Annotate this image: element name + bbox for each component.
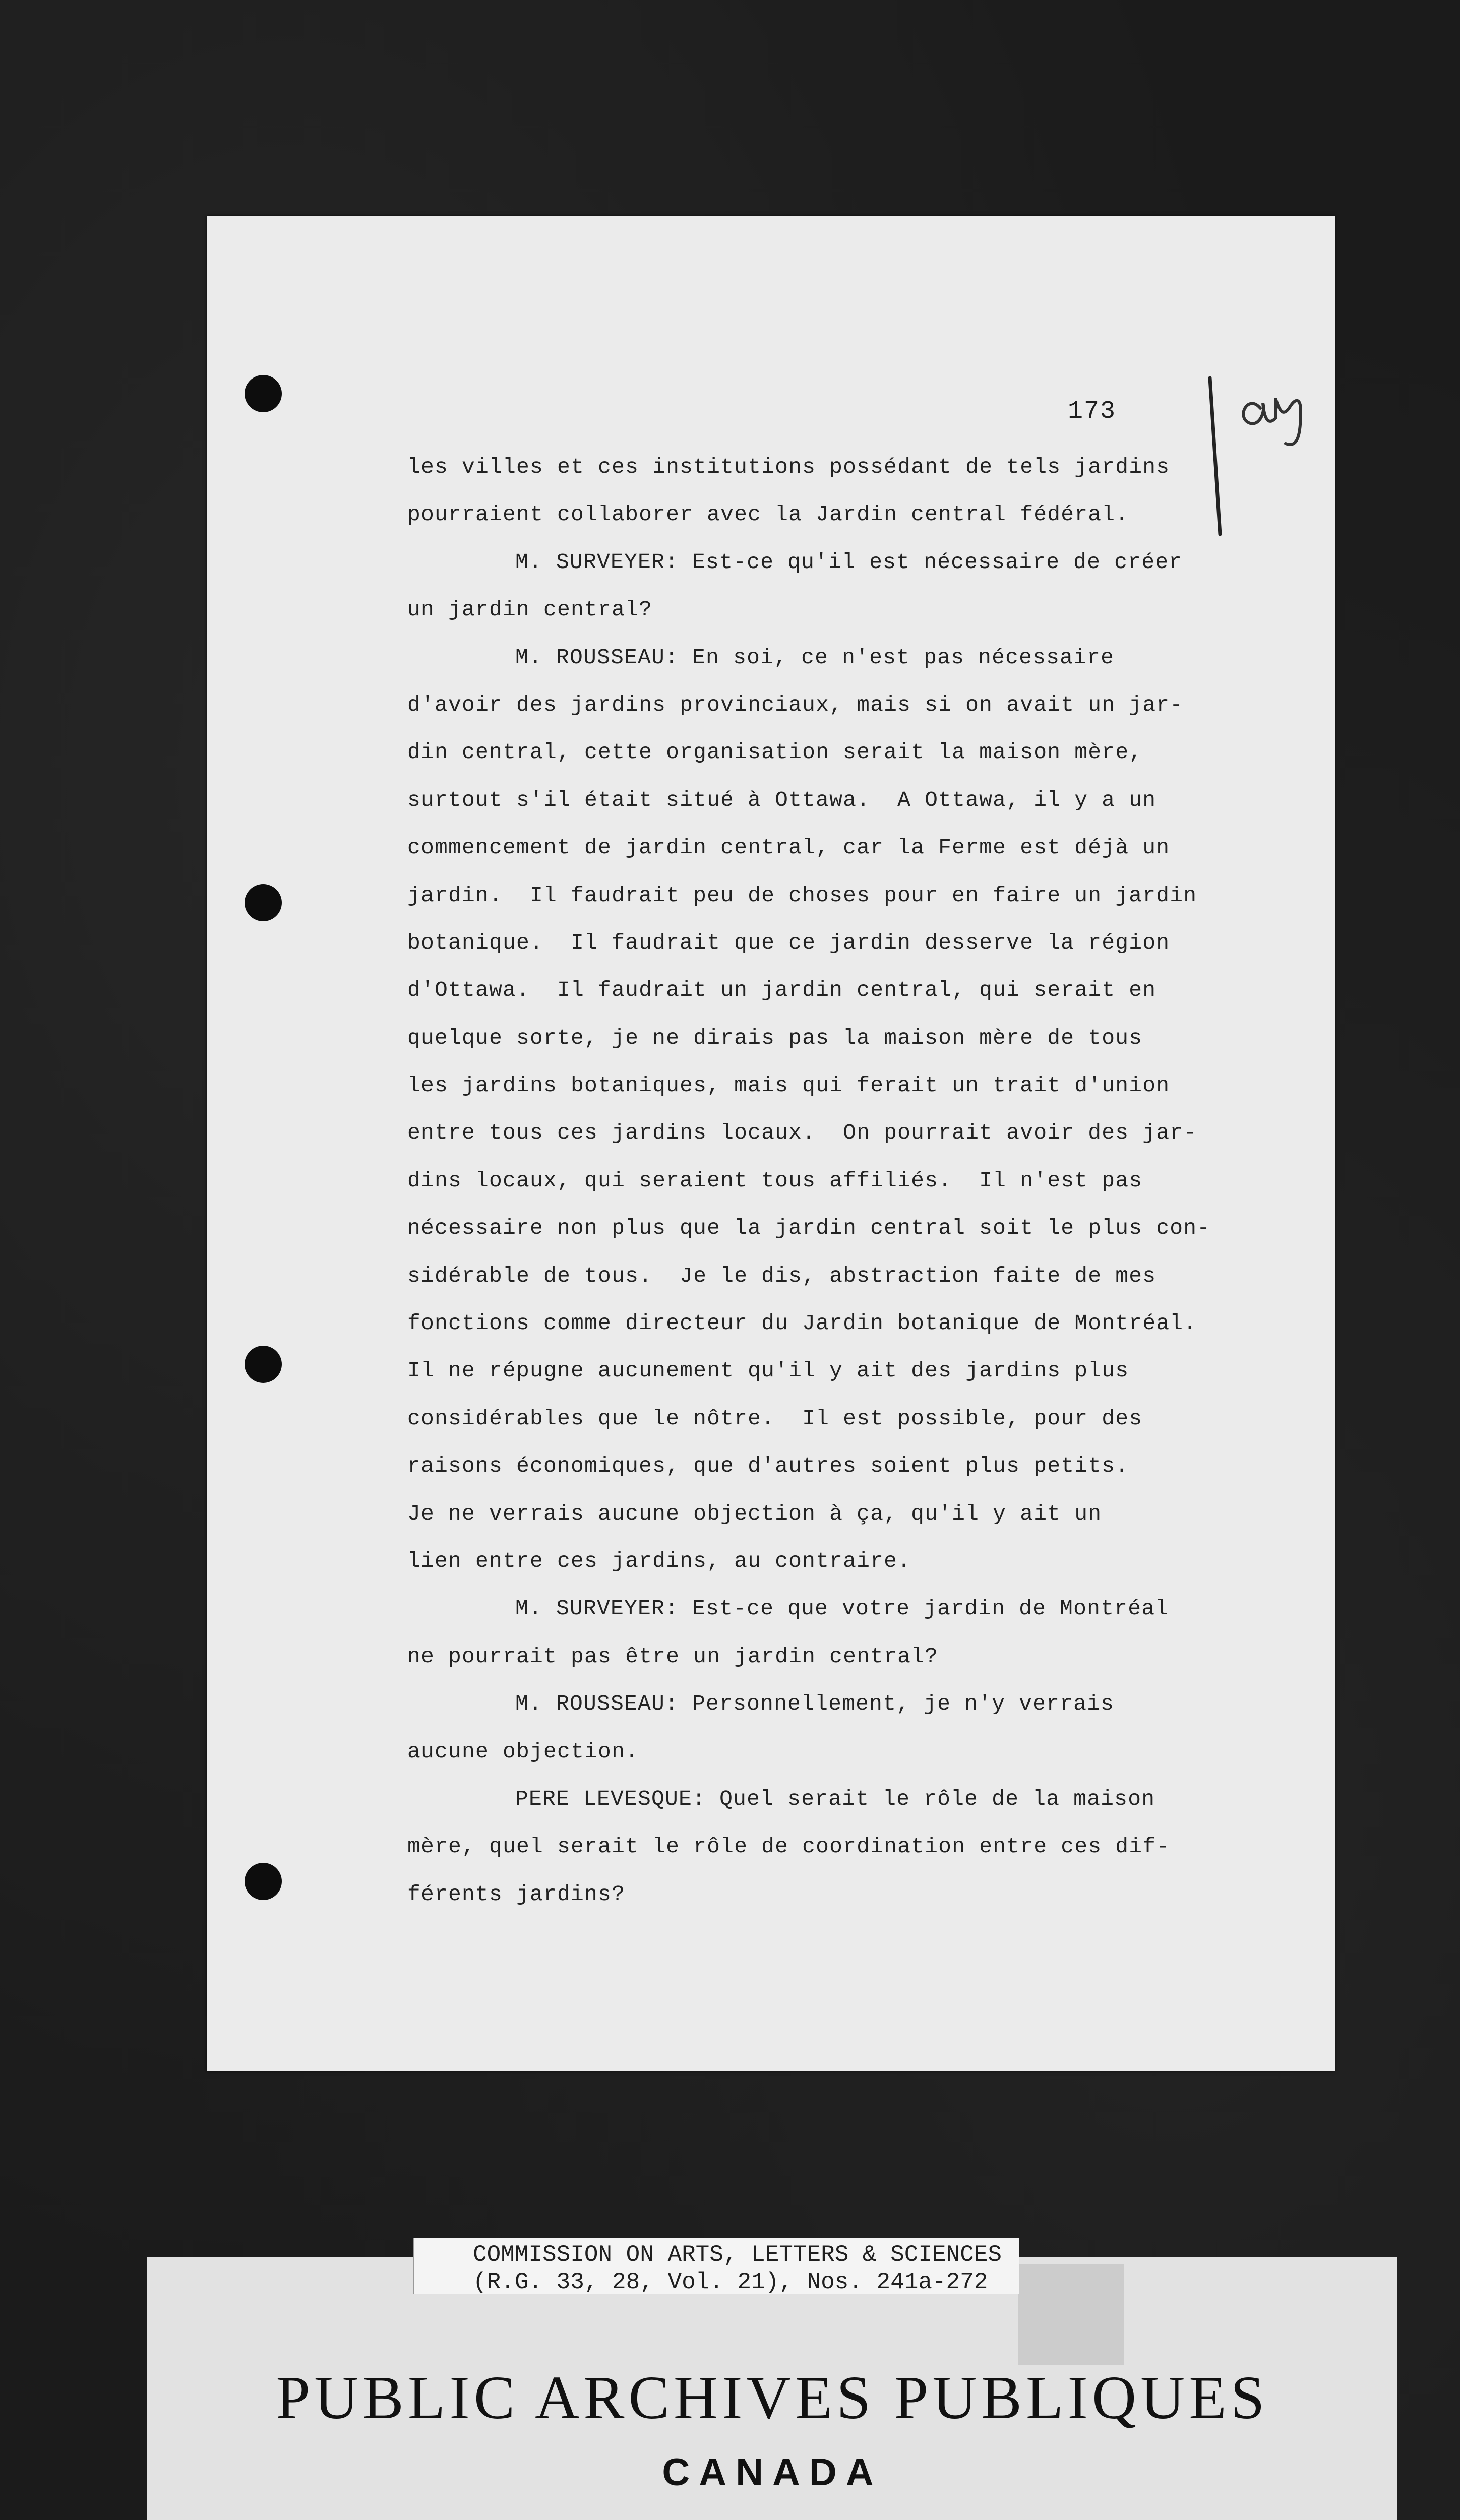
- text-line: sidérable de tous. Je le dis, abstraction faite de mes: [407, 1263, 1157, 1288]
- archive-label-line-1: COMMISSION ON ARTS, LETTERS & SCIENCES: [473, 2242, 1002, 2268]
- text-line: M. SURVEYER: Est-ce qu'il est nécessaire de créer: [515, 549, 1183, 575]
- text-line: ne pourrait pas être un jardin central?: [407, 1644, 939, 1669]
- text-line: commencement de jardin central, car la Ferme est déjà un: [407, 835, 1170, 860]
- text-line: M. SURVEYER: Est-ce que votre jardin de Montréal: [515, 1596, 1169, 1621]
- text-line: fonctions comme directeur du Jardin botanique de Montréal.: [407, 1311, 1197, 1336]
- archive-label-line-2: (R.G. 33, 28, Vol. 21), Nos. 241a-272: [473, 2269, 988, 2295]
- text-line: dins locaux, qui seraient tous affiliés. Il n'est pas: [407, 1168, 1143, 1193]
- text-line: les jardins botaniques, mais qui ferait un trait d'union: [407, 1073, 1170, 1098]
- text-line: un jardin central?: [407, 597, 653, 622]
- text-line: surtout s'il était situé à Ottawa. A Ottawa, il y a un: [407, 787, 1157, 812]
- text-line: nécessaire non plus que la jardin central soit le plus con-: [407, 1216, 1211, 1241]
- text-line: jardin. Il faudrait peu de choses pour en faire un jardin: [407, 883, 1197, 908]
- text-line: entre tous ces jardins locaux. On pourrait avoir des jar-: [407, 1120, 1197, 1146]
- tape-mark: [1018, 2264, 1124, 2365]
- text-line: botanique. Il faudrait que ce jardin desserve la région: [407, 930, 1170, 955]
- binder-hole: [245, 375, 282, 412]
- text-line: mère, quel serait le rôle de coordination entre ces dif-: [407, 1834, 1170, 1859]
- binder-hole: [245, 1863, 282, 1900]
- text-line: pourraient collaborer avec la Jardin central fédéral.: [407, 502, 1129, 527]
- binder-hole: [245, 884, 282, 921]
- text-line: M. ROUSSEAU: En soi, ce n'est pas nécessaire: [515, 645, 1115, 670]
- text-line: Il ne répugne aucunement qu'il y ait des jardins plus: [407, 1358, 1129, 1383]
- archive-title: PUBLIC ARCHIVES PUBLIQUES: [276, 2364, 1269, 2432]
- text-line: aucune objection.: [407, 1739, 639, 1764]
- text-line: considérables que le nôtre. Il est possible, pour des: [407, 1406, 1143, 1431]
- text-line: din central, cette organisation serait la maison mère,: [407, 740, 1143, 765]
- text-line: lien entre ces jardins, au contraire.: [407, 1548, 911, 1573]
- text-line: M. ROUSSEAU: Personnellement, je n'y verrais: [515, 1691, 1115, 1717]
- text-line: férents jardins?: [407, 1881, 626, 1907]
- page-number: 173: [1068, 397, 1117, 426]
- text-line: d'avoir des jardins provinciaux, mais si on avait un jar-: [407, 692, 1184, 717]
- archive-subtitle: CANADA: [662, 2451, 883, 2494]
- document-body: [407, 444, 1264, 1918]
- text-line: quelque sorte, je ne dirais pas la maison mère de tous: [407, 1025, 1143, 1050]
- text-line: d'Ottawa. Il faudrait un jardin central, qui serait en: [407, 978, 1157, 1003]
- text-line: Je ne verrais aucune objection à ça, qu'il y ait un: [407, 1501, 1102, 1526]
- binder-hole: [245, 1346, 282, 1383]
- text-line: raisons économiques, que d'autres soient plus petits.: [407, 1454, 1129, 1479]
- text-line: les villes et ces institutions possédant de tels jardins: [407, 455, 1170, 479]
- text-line: PERE LEVESQUE: Quel serait le rôle de la maison: [515, 1786, 1155, 1811]
